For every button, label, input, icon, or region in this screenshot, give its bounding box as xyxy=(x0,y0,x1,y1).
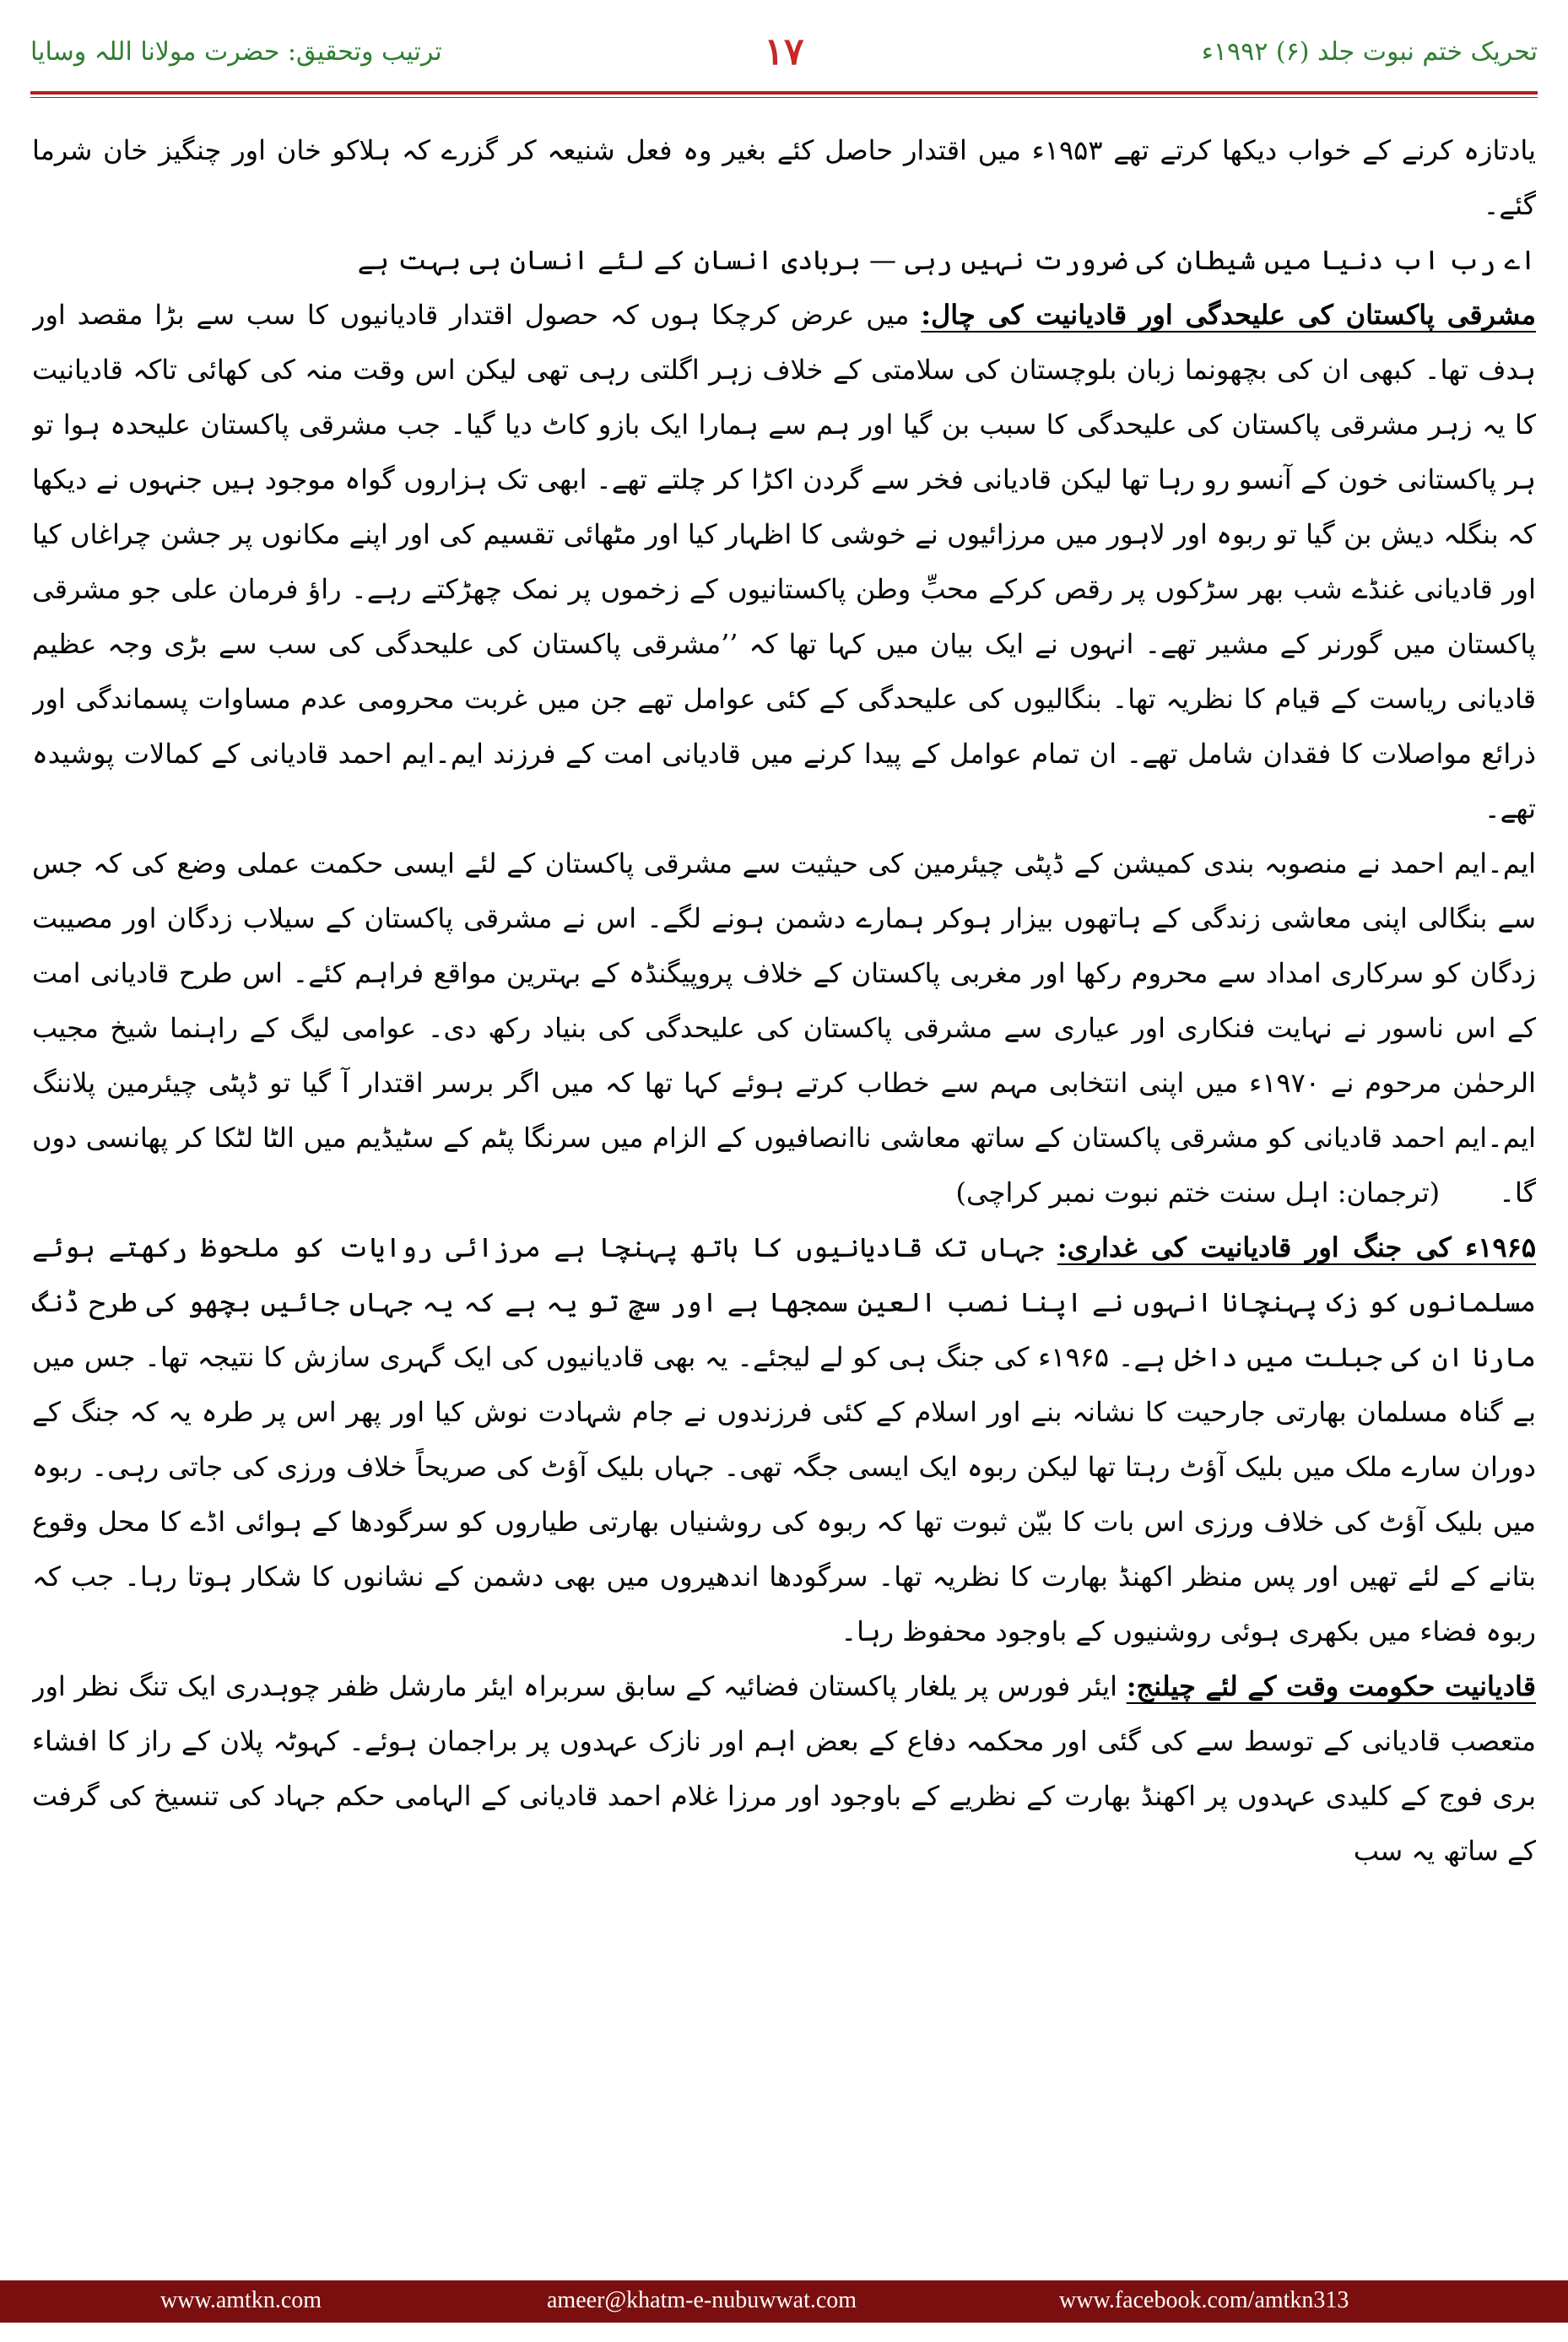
facebook-link[interactable]: www.facebook.com/amtkn313 xyxy=(1059,2287,1349,2313)
page-header xyxy=(30,30,1538,84)
couplet-text: اے رب اب دنیا میں شیطان کی ضرورت نہیں رہی — بربادی انسان کے لئے انسان ہی بہت ہے xyxy=(357,244,1536,276)
article-body xyxy=(32,123,1536,2216)
translation-note: (ترجمان: اہل سنت ختم نبوت نمبر کراچی) xyxy=(955,1176,1441,1209)
header-divider-thin xyxy=(30,97,1538,98)
section-heading-challenge: قادیانیت حکومت وقت کے لئے چیلنج: xyxy=(1126,1670,1536,1702)
paragraph xyxy=(32,288,1536,836)
section-heading-east-pakistan: مشرقی پاکستان کی علیحدگی اور قادیانیت کی چال: xyxy=(921,299,1536,331)
section-heading-1965-war: ۱۹۶۵ء کی جنگ اور قادیانیت کی غداری: xyxy=(1057,1231,1536,1263)
couplet xyxy=(32,233,1536,288)
paragraph-text: میں عرض کرچکا ہوں کہ حصول اقتدار قادیانیوں کا سب سے بڑا مقصد اور ہدف تھا۔ کبھی ان کی بچھونما زبان بلوچستان کی سلامتی کے خلاف زہر اگلتی رہی تھی لیکن اس وقت منہ کی کھائی تاکہ قادیانیت کا یہ زہر مشرقی پاکستان کی علیحدگی کا سبب بن گیا اور ہم سے ہمارا ایک بازو کاٹ دیا گیا۔ جب مشرقی پاکستان علیحدہ ہوا تو ہر پاکستانی خون کے آنسو رو رہا تھا لیکن قادیانی فخر سے گردن اکڑا کر چلتے تھے۔ ابھی تک ہزاروں گواہ موجود ہیں جنہوں نے دیکھا کہ بنگلہ دیش بن گیا تو ربوہ اور لاہور میں مرزائیوں نے خوشی کا اظہار کیا اور مٹھائی تقسیم کی اور اپنے مکانوں پر جشن چراغاں کیا اور قادیانی غنڈے شب بھر سڑکوں پر رقص کرکے محبِّ وطن پاکستانیوں کے زخموں پر نمک چھڑکتے رہے۔ راؤ فرمان علی جو مشرقی پاکستان میں گورنر کے مشیر تھے۔ انہوں نے ایک بیان میں کہا تھا کہ ’’مشرقی پاکستان کی علیحدگی کی سب سے بڑی وجہ عظیم قادیانی ریاست کے قیام کا نظریہ تھا۔ بنگالیوں کی علیحدگی کے کئی عوامل تھے جن میں غربت محرومی عدم مساوات پسماندگی اور ذرائع مواصلات کا فقدان شامل تھے۔ ان تمام عوامل کے پیدا کرنے میں قادیانی امت کے فرزند ایم۔ایم احمد قادیانی کے کمالات پوشیدہ تھے۔ xyxy=(32,299,1536,825)
website-link[interactable]: www.amtkn.com xyxy=(160,2287,322,2313)
compiler-credit: ترتیب وتحقیق: حضرت مولانا اللہ وسایا xyxy=(30,37,442,67)
paragraph xyxy=(32,836,1536,1220)
email-link[interactable]: ameer@khatm-e-nubuwwat.com xyxy=(547,2287,857,2313)
header-divider xyxy=(30,91,1538,95)
paragraph-text: ایئر فورس پر یلغار پاکستان فضائیہ کے سابق سربراہ ایئر مارشل ظفر چوہدری ایک تنگ نظر اور متعصب قادیانی کے توسط سے کی گئی اور محکمہ دفاع کے بعض اہم اور نازک عہدوں پر براجمان ہوئے۔ کہوٹہ پلان کے راز کا افشاء بری فوج کے کلیدی عہدوں پر اکھنڈ بھارت کے نظریے کے باوجود اور مرزا غلام احمد قادیانی کے الہامی حکم جہاد کی تنسیخ کی گرفت کے ساتھ یہ سب xyxy=(32,1670,1536,1867)
page-footer xyxy=(0,2280,1568,2323)
paragraph xyxy=(32,123,1536,233)
page-number: ۱۷ xyxy=(764,30,804,73)
paragraph-text: ایم۔ایم احمد نے منصوبہ بندی کمیشن کے ڈپٹی چیئرمین کی حیثیت سے مشرقی پاکستان کے لئے ایسی حکمت عملی وضع کی کہ جس سے بنگالی اپنی معاشی زندگی کے ہاتھوں بیزار ہوکر ہمارے دشمن ہونے لگے۔ اس نے مشرقی پاکستان کے سیلاب زدگان اور مصیبت زدگان کو سرکاری امداد سے محروم رکھا اور مغربی پاکستان کے خلاف پروپیگنڈہ کے بہترین مواقع فراہم کئے۔ اس طرح قادیانی امت کے اس ناسور نے نہایت فنکاری اور عیاری سے مشرقی پاکستان کی علیحدگی کی بنیاد رکھ دی۔ عوامی لیگ کے راہنما شیخ مجیب الرحمٰن مرحوم نے ۱۹۷۰ء میں اپنی انتخابی مہم سے خطاب کرتے ہوئے کہا تھا کہ میں اگر برسر اقتدار آ گیا تو ڈپٹی چیئرمین پلاننگ ایم۔ایم احمد قادیانی کو مشرقی پاکستان کے ساتھ معاشی ناانصافیوں کے الزام میں سرنگا پٹم کے سٹیڈیم میں الٹا لٹکا کر پھانسی دوں گا۔ xyxy=(32,847,1536,1209)
paragraph xyxy=(32,1220,1536,1659)
paragraph xyxy=(32,1659,1536,1879)
paragraph-text: جہاں تک قادیانیوں کا ہاتھ پہنچا ہے مرزائی روایات کو ملحوظ رکھتے ہوئے مسلمانوں کو زک پہنچانا انہوں نے اپنا نصب العین سمجھا ہے اور سچ تو یہ ہے کہ یہ جہاں جائیں بچھو کی طرح ڈنگ مارنا ان کی جبلت میں داخل ہے۔ ۱۹۶۵ء کی جنگ ہی کو لے لیجئے۔ یہ بھی قادیانیوں کی ایک گہری سازش کا نتیجہ تھا۔ جس میں بے گناہ مسلمان بھارتی جارحیت کا نشانہ بنے اور اسلام کے کئی فرزندوں نے جام شہادت نوش کیا اور پھر اس پر طرہ یہ کہ جنگ کے دوران سارے ملک میں بلیک آؤٹ رہتا تھا لیکن ربوہ ایک ایسی جگہ تھی۔ جہاں بلیک آؤٹ کی صریحاً خلاف ورزی کی جاتی رہی۔ ربوہ میں بلیک آؤٹ کی خلاف ورزی اس بات کا بیّن ثبوت تھا کہ ربوہ کی روشنیاں بھارتی طیاروں کو سرگودھا کے ہوائی اڈے کا محل وقوع بتانے کے لئے تھیں اور پس منظر اکھنڈ بھارت کا نظریہ تھا۔ سرگودھا اندھیروں میں بھی دشمن کے نشانوں کا شکار ہوتا رہا۔ جب کہ ربوہ فضاء میں بکھری ہوئی روشنیوں کے باوجود محفوظ رہا۔ xyxy=(32,1231,1536,1647)
book-title: تحریک ختم نبوت جلد (۶) ۱۹۹۲ء xyxy=(1201,37,1538,67)
paragraph-text: یادتازہ کرنے کے خواب دیکھا کرتے تھے ۱۹۵۳ء میں اقتدار حاصل کئے بغیر وہ فعل شنیعہ کر گزرے کہ ہلاکو خان اور چنگیز خان شرما گئے۔ xyxy=(32,134,1536,221)
